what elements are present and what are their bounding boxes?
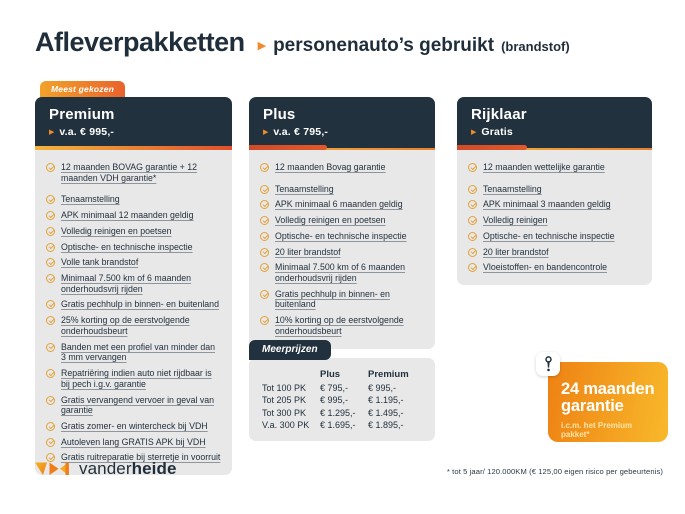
check-icon bbox=[46, 316, 55, 325]
feature-text: Tenaamstelling bbox=[275, 183, 334, 194]
surcharge-value: € 995,- bbox=[368, 382, 397, 393]
check-icon bbox=[468, 163, 477, 172]
promo-note: i.c.m. het Premium pakket* bbox=[561, 420, 633, 439]
surcharges-table bbox=[249, 358, 435, 441]
surcharge-value: € 1.895,- bbox=[368, 420, 404, 430]
alert-badge bbox=[536, 352, 560, 376]
check-icon bbox=[468, 216, 477, 225]
most-chosen-badge: Meest gekozen bbox=[40, 81, 125, 98]
package-card-rijklaar bbox=[457, 97, 652, 285]
surcharge-row-label: Tot 100 PK bbox=[262, 382, 307, 393]
check-icon bbox=[46, 274, 55, 283]
package-price bbox=[471, 126, 638, 138]
check-icon bbox=[46, 369, 55, 378]
surcharge-value: € 1.295,- bbox=[320, 407, 356, 418]
feature-text: 20 liter brandstof bbox=[483, 246, 549, 257]
package-header bbox=[457, 97, 652, 145]
surcharges-tab: Meerprijzen bbox=[249, 340, 331, 360]
feature-text: Tenaamstelling bbox=[61, 194, 120, 205]
package-name: Premium bbox=[49, 106, 115, 123]
feature-text: Optische- en technische inspectie bbox=[275, 230, 407, 241]
check-icon bbox=[46, 211, 55, 220]
feature-text: Gratis zomer- en wintercheck bij VDH bbox=[61, 420, 208, 431]
footer-logo bbox=[35, 458, 177, 480]
feature-text: Volledig reinigen en poetsen bbox=[61, 225, 172, 236]
surcharge-row-label: Tot 300 PK bbox=[262, 407, 307, 418]
feature-item bbox=[468, 247, 641, 258]
check-icon bbox=[46, 438, 55, 447]
feature-text: Vloeistoffen- en bandencontrole bbox=[483, 262, 608, 273]
feature-item bbox=[46, 395, 221, 416]
arrow-right-icon: ▶ bbox=[471, 128, 477, 136]
feature-item bbox=[46, 162, 221, 183]
feature-text: 12 maanden wettelijke garantie bbox=[483, 162, 605, 172]
feature-item bbox=[260, 215, 424, 226]
check-icon bbox=[468, 263, 477, 272]
feature-text: Autoleven lang GRATIS APK bij VDH bbox=[61, 436, 206, 447]
feature-text: Minimaal 7.500 km of 6 maanden onderhoudsvrij rijden bbox=[275, 262, 406, 284]
surcharge-value: € 1.195,- bbox=[368, 395, 404, 405]
vdh-logo-icon bbox=[35, 458, 71, 480]
check-icon bbox=[260, 216, 269, 225]
feature-text: 20 liter brandstof bbox=[275, 246, 341, 257]
brand-bold: heide bbox=[131, 459, 177, 478]
check-icon bbox=[46, 396, 55, 405]
check-icon bbox=[468, 200, 477, 209]
package-header bbox=[35, 97, 232, 145]
package-card-premium bbox=[35, 97, 232, 475]
price-text: v.a. € 795,- bbox=[273, 126, 329, 138]
feature-item bbox=[260, 162, 424, 173]
feature-text: Minimaal 7.500 km of 6 maanden onderhoudsvrij rijden bbox=[61, 273, 192, 294]
page-title: Afleverpakketten bbox=[35, 27, 245, 57]
arrow-right-icon: ▶ bbox=[257, 40, 267, 52]
feature-text: APK minimaal 6 maanden geldig bbox=[275, 199, 403, 210]
feature-text: Tenaamstelling bbox=[483, 183, 542, 194]
surcharge-value: € 995,- bbox=[320, 395, 349, 405]
brand-wordmark bbox=[79, 459, 177, 479]
page-header bbox=[35, 27, 570, 58]
check-icon bbox=[260, 290, 269, 299]
feature-list bbox=[249, 150, 435, 349]
price-text: Gratis bbox=[481, 126, 513, 138]
feature-item bbox=[46, 226, 221, 237]
surcharge-value: € 1.695,- bbox=[320, 420, 356, 430]
arrow-right-icon: ▶ bbox=[263, 128, 269, 136]
feature-text: Gratis ruitreparatie bij sterretje in voorruit bbox=[61, 452, 221, 463]
surcharge-value: € 795,- bbox=[320, 382, 349, 393]
feature-item bbox=[46, 342, 221, 363]
feature-item bbox=[46, 273, 221, 294]
feature-text: Gratis pechhulp in binnen- en buitenland bbox=[275, 288, 390, 310]
feature-item bbox=[46, 210, 221, 221]
feature-item bbox=[46, 299, 221, 310]
check-icon bbox=[260, 163, 269, 172]
check-icon bbox=[46, 243, 55, 252]
check-icon bbox=[468, 248, 477, 257]
brand-regular: vander bbox=[79, 459, 132, 478]
feature-text: APK minimaal 3 maanden geldig bbox=[483, 199, 611, 210]
check-icon bbox=[468, 185, 477, 194]
feature-item bbox=[46, 437, 221, 448]
feature-item bbox=[468, 262, 641, 273]
feature-item bbox=[468, 184, 641, 195]
package-name: Plus bbox=[263, 106, 296, 123]
feature-text: Gratis vervangend vervoer in geval van garantie bbox=[61, 394, 215, 416]
feature-item bbox=[468, 215, 641, 226]
subtitle-text: personenauto’s gebruikt bbox=[273, 35, 495, 56]
arrow-right-icon: ▶ bbox=[49, 128, 55, 136]
feature-text: Optische- en technische inspectie bbox=[483, 230, 615, 241]
feature-item bbox=[260, 247, 424, 258]
feature-text: 10% korting op de eerstvolgende onderhoudsbeurt bbox=[275, 315, 404, 336]
check-icon bbox=[260, 232, 269, 241]
package-price bbox=[49, 126, 218, 138]
check-icon bbox=[468, 232, 477, 241]
exclamation-icon bbox=[543, 356, 554, 373]
package-name: Rijklaar bbox=[471, 106, 527, 123]
promo-line2: garantie bbox=[561, 396, 624, 415]
feature-text: 12 maanden BOVAG garantie + 12 maanden VDH garantie* bbox=[61, 162, 198, 183]
check-icon bbox=[46, 163, 55, 172]
accent-bar bbox=[457, 145, 652, 150]
subtitle-note: (brandstof) bbox=[501, 39, 570, 54]
check-icon bbox=[46, 195, 55, 204]
feature-item bbox=[46, 368, 221, 389]
feature-item bbox=[46, 315, 221, 336]
surcharge-col-plus: Plus bbox=[320, 369, 341, 380]
surcharge-value: € 1.495,- bbox=[368, 407, 404, 418]
surcharge-col-premium: Premium bbox=[368, 369, 409, 380]
promo-box bbox=[548, 362, 668, 442]
accent-bar bbox=[249, 145, 435, 150]
feature-item bbox=[260, 315, 424, 336]
feature-item bbox=[46, 421, 221, 432]
check-icon bbox=[260, 263, 269, 272]
check-icon bbox=[46, 227, 55, 236]
promo-line1: 24 maanden bbox=[561, 380, 655, 398]
package-card-plus bbox=[249, 97, 435, 349]
check-icon bbox=[46, 422, 55, 431]
price-text: v.a. € 995,- bbox=[59, 126, 115, 138]
feature-text: Repatriëring indien auto niet rijdbaar is bij pech i.g.v. garantie bbox=[61, 368, 212, 389]
check-icon bbox=[46, 300, 55, 309]
feature-text: 25% korting op de eerstvolgende onderhoudsbeurt bbox=[61, 315, 190, 336]
surcharge-row-label: V.a. 300 PK bbox=[262, 420, 310, 430]
feature-item bbox=[468, 231, 641, 242]
feature-text: Volledig reinigen en poetsen bbox=[275, 215, 386, 226]
accent-bar bbox=[35, 145, 232, 150]
feature-text: Volledig reinigen bbox=[483, 215, 548, 226]
check-icon bbox=[260, 316, 269, 325]
feature-item bbox=[46, 242, 221, 253]
surcharge-row-label: Tot 205 PK bbox=[262, 395, 307, 405]
feature-item bbox=[260, 231, 424, 242]
feature-item bbox=[260, 289, 424, 310]
feature-item bbox=[46, 257, 221, 268]
feature-text: Gratis pechhulp in binnen- en buitenland bbox=[61, 299, 219, 310]
feature-text: Volle tank brandstof bbox=[61, 257, 139, 268]
feature-text: Optische- en technische inspectie bbox=[61, 241, 193, 252]
check-icon bbox=[260, 200, 269, 209]
feature-list bbox=[35, 150, 232, 475]
feature-item bbox=[468, 199, 641, 210]
check-icon bbox=[46, 258, 55, 267]
feature-text: 12 maanden Bovag garantie bbox=[275, 162, 386, 172]
check-icon bbox=[260, 248, 269, 257]
package-price bbox=[263, 126, 421, 138]
check-icon bbox=[260, 185, 269, 194]
feature-list bbox=[457, 150, 652, 285]
page-subtitle bbox=[258, 35, 570, 57]
feature-item bbox=[260, 262, 424, 283]
feature-item bbox=[260, 199, 424, 210]
package-header bbox=[249, 97, 435, 145]
feature-item bbox=[46, 194, 221, 205]
feature-text: Banden met een profiel van minder dan 3 mm vervangen bbox=[61, 341, 216, 363]
feature-item bbox=[260, 184, 424, 195]
feature-text: APK minimaal 12 maanden geldig bbox=[61, 210, 194, 221]
footnote: * tot 5 jaar/ 120.000KM (€ 125,00 eigen risico per gebeurtenis) bbox=[446, 467, 663, 476]
check-icon bbox=[46, 343, 55, 352]
feature-item bbox=[468, 162, 641, 173]
